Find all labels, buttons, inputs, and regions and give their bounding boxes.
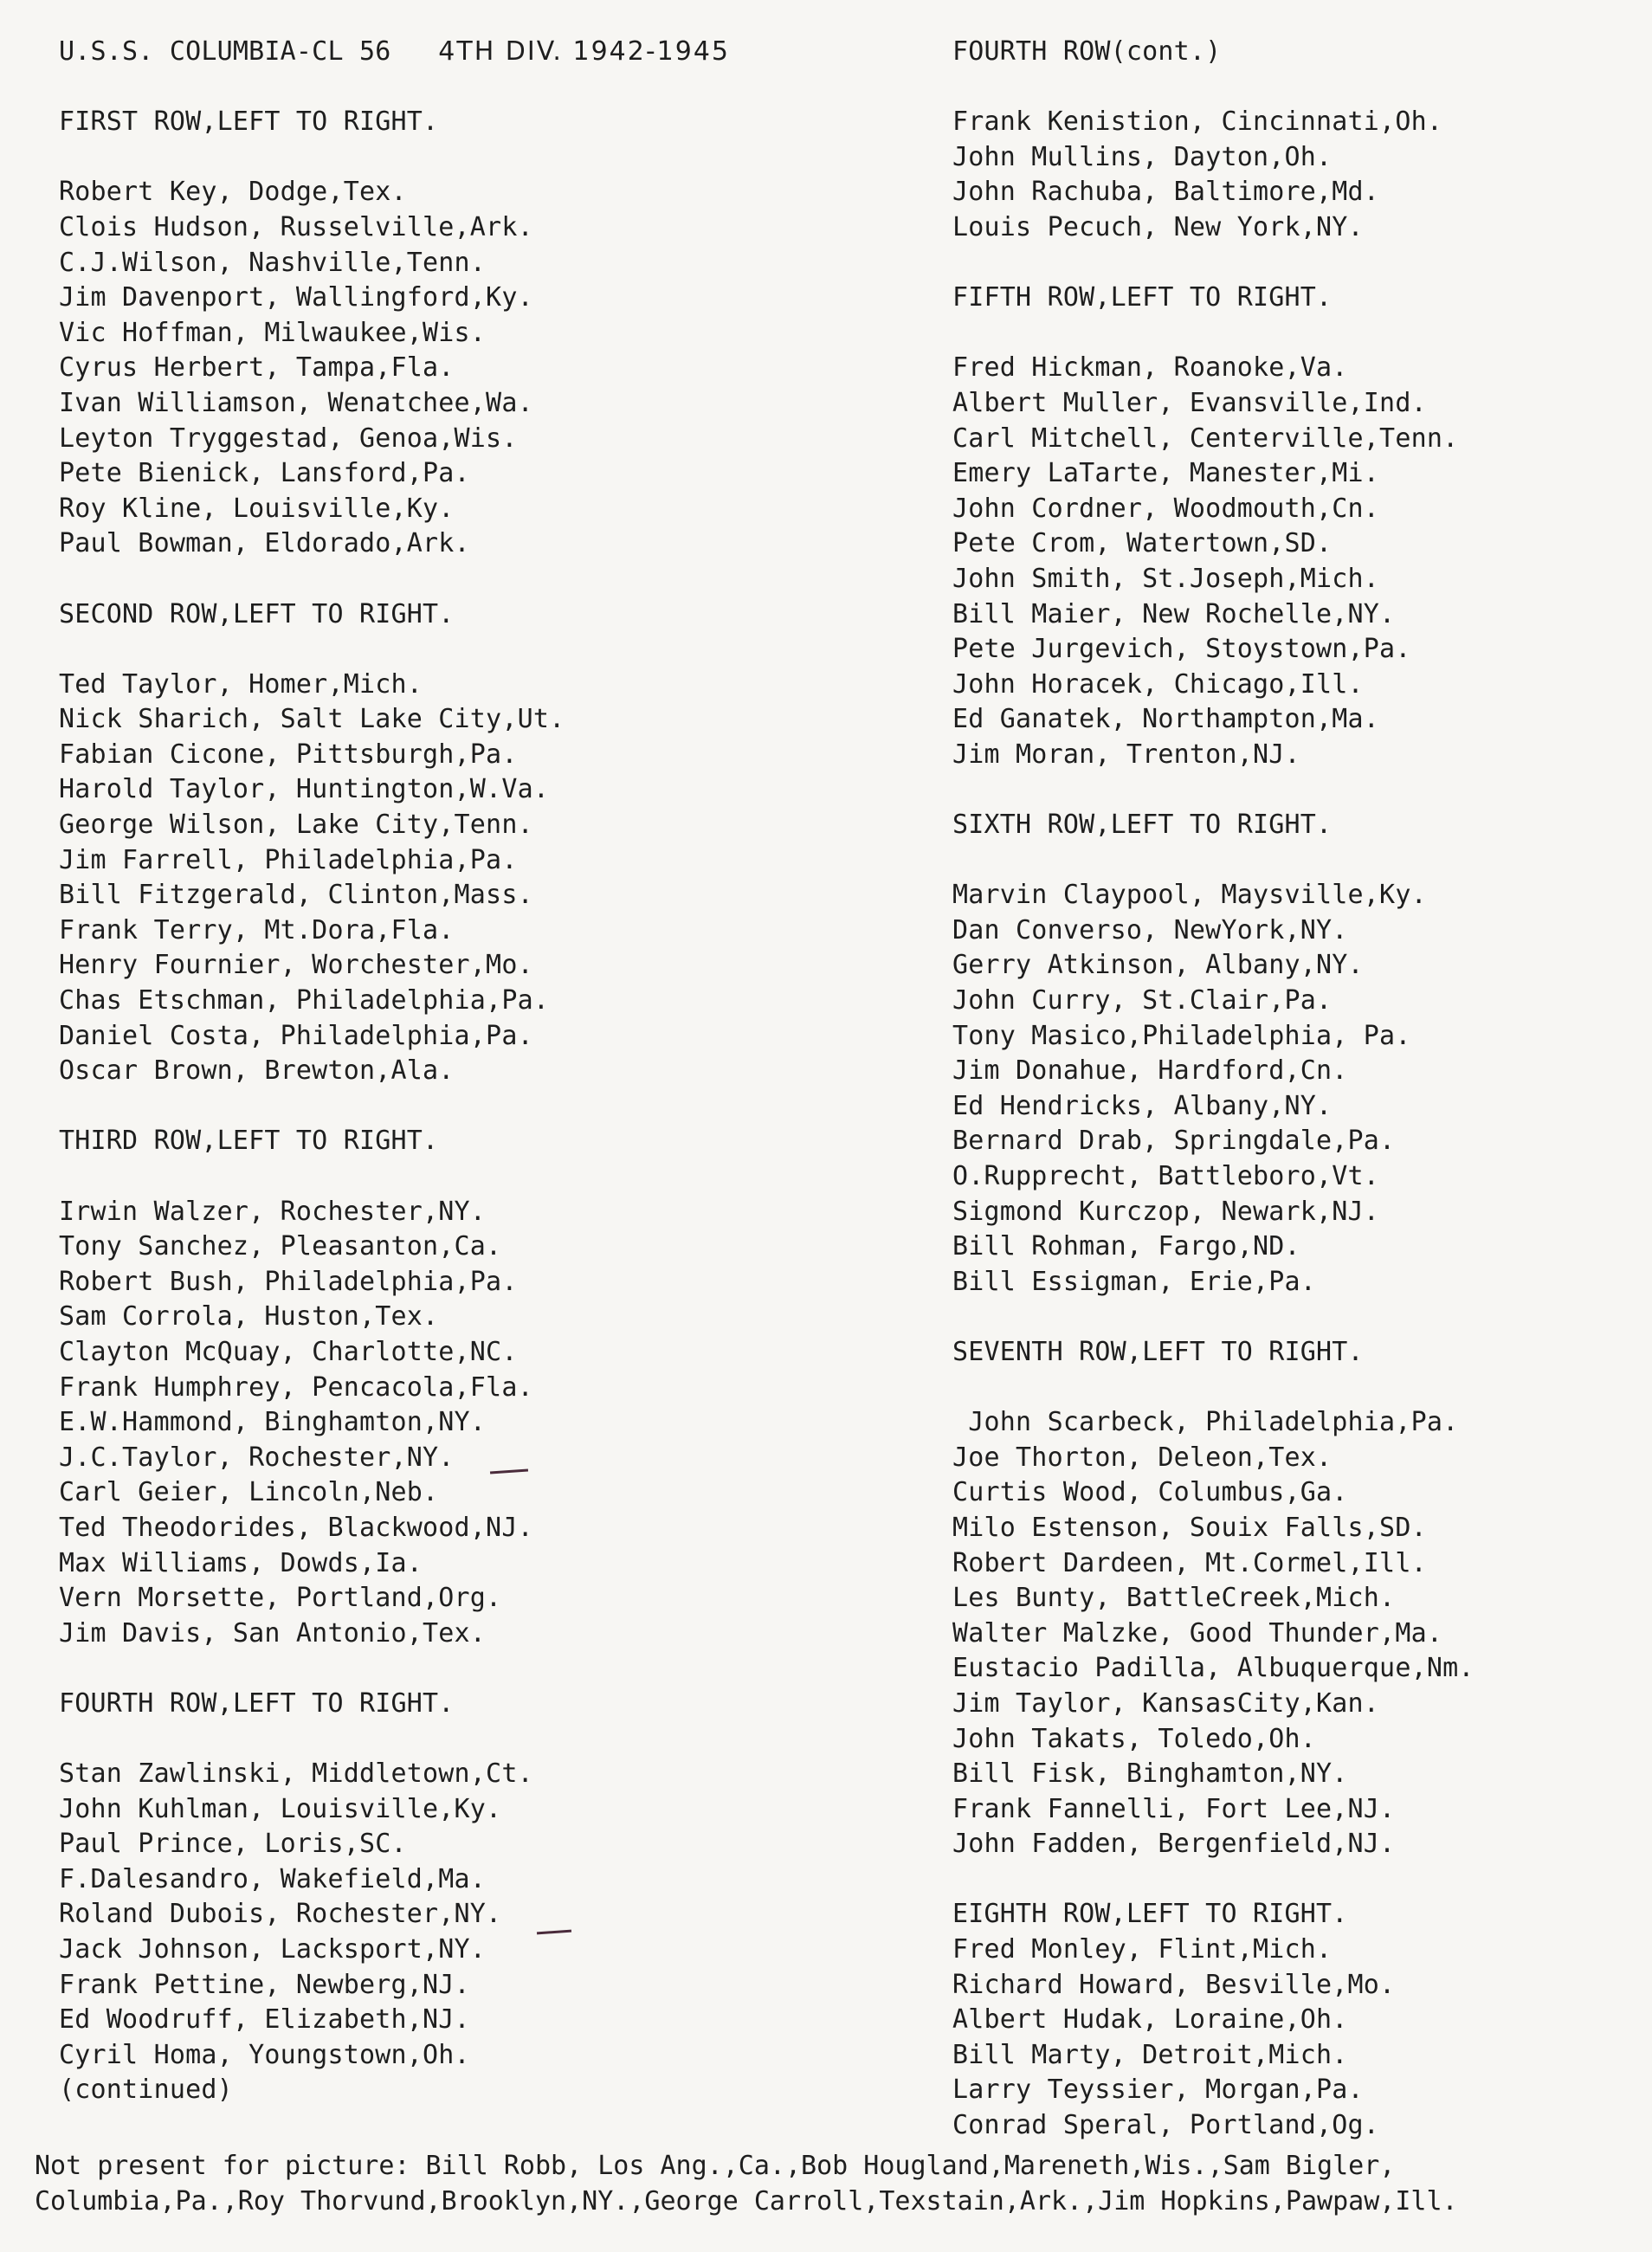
name-entry: Frank Kenistion, Cincinnati,Oh. (952, 106, 1443, 138)
ship-title: U.S.S. COLUMBIA-CL 56 (59, 36, 391, 67)
name-entry: Joe Thorton, Deleon,Tex. (952, 1442, 1333, 1473)
name-entry: Robert Bush, Philadelphia,Pa. (59, 1266, 518, 1297)
name-entry: Jim Moran, Trenton,NJ. (952, 739, 1300, 770)
name-entry: Louis Pecuch, New York,NY. (952, 211, 1364, 242)
name-entry: Albert Hudak, Loraine,Oh. (952, 2004, 1348, 2036)
name-entry: Jim Farrell, Philadelphia,Pa. (59, 844, 518, 875)
name-entry: Sam Corrola, Huston,Tex. (59, 1301, 439, 1332)
name-entry: John Smith, St.Joseph,Mich. (952, 563, 1380, 594)
section-heading: SEVENTH ROW,LEFT TO RIGHT. (952, 1336, 1364, 1367)
right-column (952, 35, 1628, 2144)
name-entry: J.C.Taylor, Rochester,NY. (59, 1442, 455, 1473)
not-present-footer (35, 2149, 1636, 2219)
name-entry: C.J.Wilson, Nashville,Tenn. (59, 247, 487, 278)
name-entry: John Horacek, Chicago,Ill. (952, 668, 1364, 700)
name-entry: Bill Fisk, Binghamton,NY. (952, 1758, 1348, 1790)
name-entry: Richard Howard, Besville,Mo. (952, 1969, 1396, 2000)
name-entry: Eustacio Padilla, Albuquerque,Nm. (952, 1653, 1475, 1684)
name-entry: John Fadden, Bergenfield,NJ. (952, 1829, 1396, 1860)
name-entry: John Takats, Toledo,Oh. (952, 1723, 1317, 1754)
name-entry: Jim Taylor, KansasCity,Kan. (952, 1687, 1380, 1719)
name-entry: Jim Davis, San Antonio,Tex. (59, 1617, 487, 1649)
section-heading: EIGHTH ROW,LEFT TO RIGHT. (952, 1899, 1348, 1930)
name-entry: Frank Pettine, Newberg,NJ. (59, 1969, 470, 2000)
name-entry: Pete Bienick, Lansford,Pa. (59, 458, 470, 489)
name-entry: John Mullins, Dayton,Oh. (952, 141, 1333, 172)
name-entry: George Wilson, Lake City,Tenn. (59, 810, 533, 841)
name-entry: Larry Teyssier, Morgan,Pa. (952, 2075, 1364, 2106)
name-entry: Jim Davenport, Wallingford,Ky. (59, 282, 533, 313)
name-entry: John Curry, St.Clair,Pa. (952, 985, 1333, 1016)
name-entry: Gerry Atkinson, Albany,NY. (952, 950, 1364, 981)
name-entry: Bill Rohman, Fargo,ND. (952, 1231, 1300, 1262)
footer-line: Columbia,Pa.,Roy Thorvund,Brooklyn,NY.,George Carroll,Texstain,Ark.,Jim Hopkins,Pawpaw,Ill. (35, 2185, 1458, 2217)
name-entry: John Rachuba, Baltimore,Md. (952, 177, 1380, 208)
name-entry: John Kuhlman, Louisville,Ky. (59, 1793, 502, 1824)
name-entry: Fabian Cicone, Pittsburgh,Pa. (59, 739, 518, 770)
name-entry: E.W.Hammond, Binghamton,NY. (59, 1407, 487, 1438)
name-entry: Bill Maier, New Rochelle,NY. (952, 598, 1396, 629)
section-heading: SECOND ROW,LEFT TO RIGHT. (59, 598, 455, 629)
name-entry: John Cordner, Woodmouth,Cn. (952, 493, 1380, 524)
name-entry: Clois Hudson, Russelville,Ark. (59, 211, 533, 242)
name-entry: Walter Malzke, Good Thunder,Ma. (952, 1617, 1443, 1649)
name-entry: Robert Dardeen, Mt.Cormel,Ill. (952, 1547, 1427, 1578)
name-entry: Frank Terry, Mt.Dora,Fla. (59, 914, 455, 945)
name-entry: Roland Dubois, Rochester,NY. (59, 1899, 502, 1930)
section-heading: FIRST ROW,LEFT TO RIGHT. (59, 106, 439, 138)
section-heading: FOURTH ROW,LEFT TO RIGHT. (59, 1687, 455, 1719)
name-entry: John Scarbeck, Philadelphia,Pa. (952, 1407, 1459, 1438)
name-entry: Harold Taylor, Huntington,W.Va. (59, 774, 550, 805)
name-entry: Vern Morsette, Portland,Org. (59, 1583, 502, 1614)
name-entry: Albert Muller, Evansville,Ind. (952, 387, 1427, 418)
left-column (59, 35, 925, 2108)
section-heading: FOURTH ROW(cont.) (952, 36, 1222, 67)
name-entry: Les Bunty, BattleCreek,Mich. (952, 1583, 1396, 1614)
name-entry: Emery LaTarte, Manester,Mi. (952, 458, 1380, 489)
name-entry: Jack Johnson, Lacksport,NY. (59, 1934, 487, 1965)
name-entry: Frank Fannelli, Fort Lee,NJ. (952, 1793, 1396, 1824)
name-entry: Sigmond Kurczop, Newark,NJ. (952, 1196, 1380, 1227)
section-heading: THIRD ROW,LEFT TO RIGHT. (59, 1126, 439, 1157)
name-entry: Fred Monley, Flint,Mich. (952, 1934, 1333, 1965)
name-entry: Cyril Homa, Youngstown,Oh. (59, 2039, 470, 2070)
name-entry: Max Williams, Dowds,Ia. (59, 1547, 423, 1578)
section-heading: SIXTH ROW,LEFT TO RIGHT. (952, 810, 1333, 841)
name-entry: O.Rupprecht, Battleboro,Vt. (952, 1161, 1380, 1191)
name-entry: Oscar Brown, Brewton,Ala. (59, 1055, 455, 1087)
name-entry: Ed Woodruff, Elizabeth,NJ. (59, 2004, 470, 2036)
name-entry: Frank Humphrey, Pencacola,Fla. (59, 1371, 533, 1403)
name-entry: Ed Hendricks, Albany,NY. (952, 1090, 1333, 1121)
name-entry: Stan Zawlinski, Middletown,Ct. (59, 1758, 533, 1790)
name-entry: Bill Essigman, Erie,Pa. (952, 1266, 1317, 1297)
name-entry: Milo Estenson, Souix Falls,SD. (952, 1512, 1427, 1543)
name-entry: Ed Ganatek, Northampton,Ma. (952, 704, 1380, 735)
page-header (59, 35, 925, 70)
name-entry: Daniel Costa, Philadelphia,Pa. (59, 1020, 533, 1051)
name-entry: Robert Key, Dodge,Tex. (59, 177, 407, 208)
name-entry: Roy Kline, Louisville,Ky. (59, 493, 455, 524)
name-entry: Leyton Tryggestad, Genoa,Wis. (59, 423, 518, 454)
name-entry: Paul Prince, Loris,SC. (59, 1829, 407, 1860)
name-entry: Cyrus Herbert, Tampa,Fla. (59, 352, 455, 384)
name-entry: Curtis Wood, Columbus,Ga. (952, 1477, 1348, 1508)
name-entry: Bill Marty, Detroit,Mich. (952, 2039, 1348, 2070)
name-entry: F.Dalesandro, Wakefield,Ma. (59, 1863, 487, 1894)
name-entry: Carl Geier, Lincoln,Neb. (59, 1477, 439, 1508)
name-entry: Ted Theodorides, Blackwood,NJ. (59, 1512, 533, 1543)
name-entry: Clayton McQuay, Charlotte,NC. (59, 1336, 518, 1367)
name-entry: Pete Crom, Watertown,SD. (952, 528, 1333, 559)
name-entry: Marvin Claypool, Maysville,Ky. (952, 880, 1427, 911)
name-entry: Jim Donahue, Hardford,Cn. (952, 1055, 1348, 1087)
name-entry: Henry Fournier, Worchester,Mo. (59, 950, 533, 981)
name-entry: Conrad Speral, Portland,Og. (952, 2110, 1380, 2141)
name-entry: Pete Jurgevich, Stoystown,Pa. (952, 634, 1411, 665)
name-entry: Nick Sharich, Salt Lake City,Ut. (59, 704, 565, 735)
name-entry: Paul Bowman, Eldorado,Ark. (59, 528, 470, 559)
name-entry: Irwin Walzer, Rochester,NY. (59, 1196, 487, 1227)
name-entry: Tony Sanchez, Pleasanton,Ca. (59, 1231, 502, 1262)
name-entry: Dan Converso, NewYork,NY. (952, 914, 1348, 945)
name-entry: Bill Fitzgerald, Clinton,Mass. (59, 880, 533, 911)
name-entry: Chas Etschman, Philadelphia,Pa. (59, 985, 550, 1016)
name-entry: Vic Hoffman, Milwaukee,Wis. (59, 317, 487, 348)
name-entry: Bernard Drab, Springdale,Pa. (952, 1126, 1396, 1157)
name-entry: Carl Mitchell, Centerville,Tenn. (952, 423, 1459, 454)
footer-line: Not present for picture: Bill Robb, Los Ang.,Ca.,Bob Hougland,Mareneth,Wis.,Sam Bigler, (35, 2151, 1396, 2181)
handwritten-division-years: 4TH DIV. 1942-1945 (438, 36, 730, 67)
name-entry: Ted Taylor, Homer,Mich. (59, 668, 423, 700)
name-entry: Fred Hickman, Roanoke,Va. (952, 352, 1348, 384)
section-heading: FIFTH ROW,LEFT TO RIGHT. (952, 282, 1333, 313)
continued-note: (continued) (59, 2075, 233, 2106)
name-entry: Tony Masico,Philadelphia, Pa. (952, 1020, 1411, 1051)
name-entry: Ivan Williamson, Wenatchee,Wa. (59, 387, 533, 418)
